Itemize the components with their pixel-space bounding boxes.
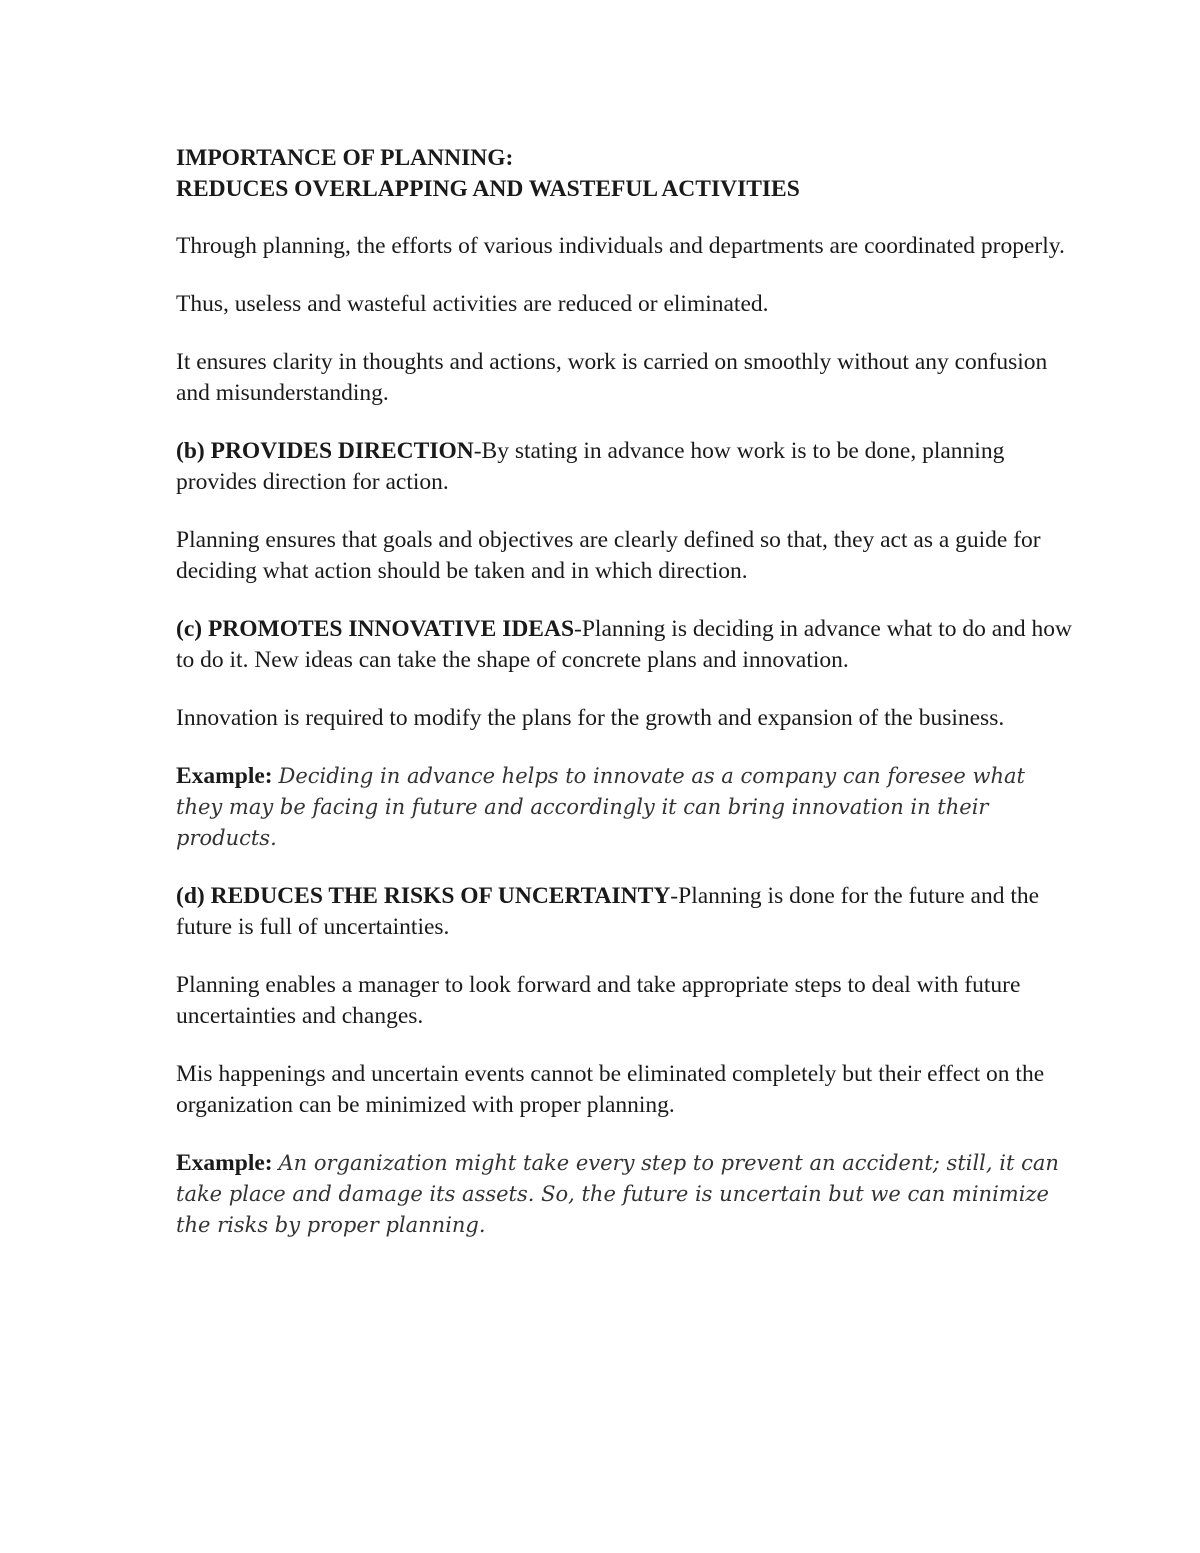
section-innovative-ideas <box>176 614 1076 676</box>
section-b-title: (b) PROVIDES DIRECTION <box>176 438 474 464</box>
section-b-text: -By stating in advance how work is to be done, planning provides direction for action. <box>176 438 1005 495</box>
paragraph-waste-reduction: Thus, useless and wasteful activities are reduced or eliminated. <box>176 291 769 317</box>
example-text: An organization might take every step to prevent an accident; still, it can take place and damage its assets. So, the future is uncertain but we can minimize the risks by proper planning. <box>176 1151 1059 1237</box>
section-c-title: (c) PROMOTES INNOVATIVE IDEAS <box>176 616 575 642</box>
document-heading <box>176 143 1076 205</box>
document-body <box>176 143 1076 1268</box>
example-label: Example: <box>176 763 273 789</box>
paragraph-mis-happenings: Mis happenings and uncertain events cannot be eliminated completely but their effect on the organization can be minimized with proper planning. <box>176 1061 1045 1118</box>
paragraph-clarity: It ensures clarity in thoughts and actions, work is carried on smoothly without any confusion and misunderstanding. <box>176 349 1048 406</box>
example-text: Deciding in advance helps to innovate as a company can foresee what they may be facing in future and accordingly it can bring innovation in their products. <box>176 764 1025 850</box>
example-innovation <box>176 761 1076 854</box>
heading-subtitle: REDUCES OVERLAPPING AND WASTEFUL ACTIVITIES <box>176 176 800 202</box>
paragraph-coordination: Through planning, the efforts of various individuals and departments are coordinated properly. <box>176 233 1065 259</box>
section-c-text: -Planning is deciding in advance what to do and how to do it. New ideas can take the shape of concrete plans and innovation. <box>176 616 1072 673</box>
paragraph-innovation: Innovation is required to modify the plans for the growth and expansion of the business. <box>176 705 1005 731</box>
section-reduces-risks <box>176 881 1076 943</box>
section-provides-direction <box>176 436 1076 498</box>
example-label: Example: <box>176 1150 273 1176</box>
section-d-text: -Planning is done for the future and the future is full of uncertainties. <box>176 883 1040 940</box>
paragraph-goals: Planning ensures that goals and objectives are clearly defined so that, they act as a guide for deciding what action should be taken and in which direction. <box>176 527 1041 584</box>
paragraph-look-forward: Planning enables a manager to look forward and take appropriate steps to deal with future uncertainties and changes. <box>176 972 1021 1029</box>
section-d-title: (d) REDUCES THE RISKS OF UNCERTAINTY <box>176 883 671 909</box>
heading-title: IMPORTANCE OF PLANNING: <box>176 145 514 171</box>
example-accident <box>176 1148 1076 1241</box>
